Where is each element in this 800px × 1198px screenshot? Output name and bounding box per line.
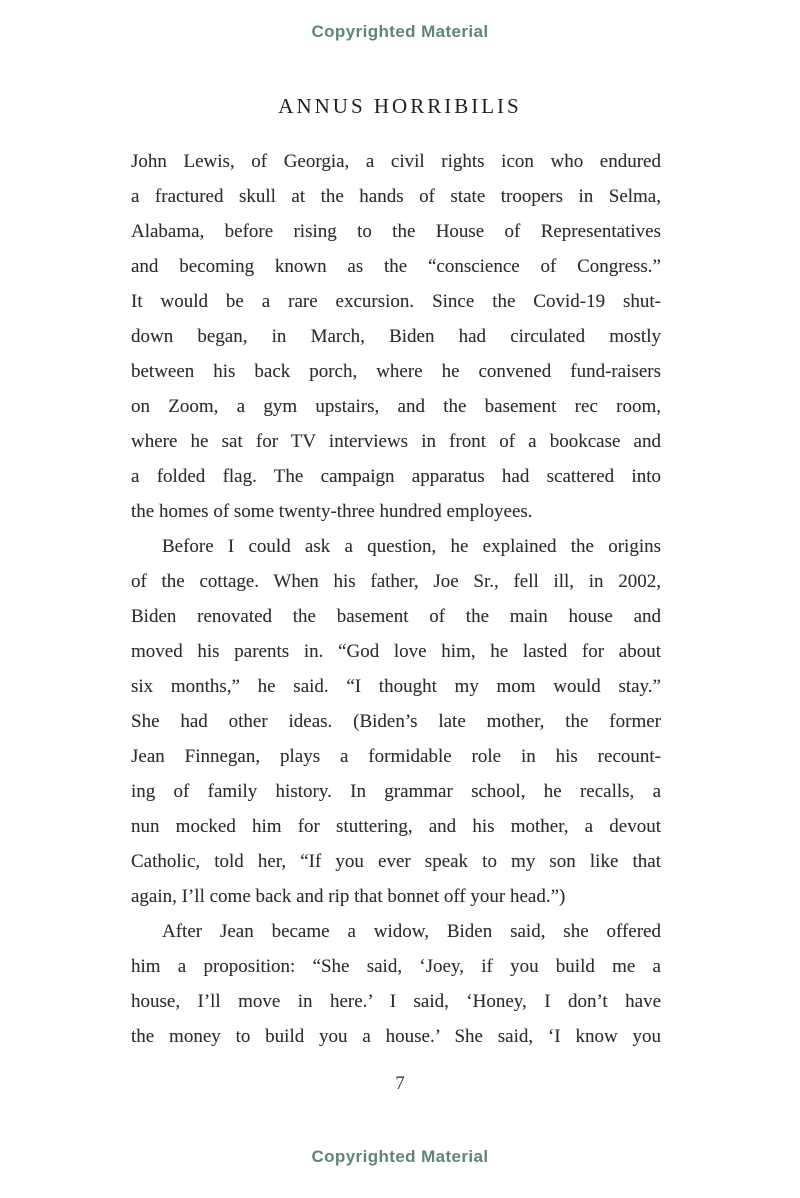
text-line: on Zoom, a gym upstairs, and the basement rec room, xyxy=(131,396,661,417)
text-line: ing of family history. In grammar school, he recalls, a xyxy=(131,781,661,802)
text-line: Alabama, before rising to the House of Representatives xyxy=(131,221,661,242)
text-line: of the cottage. When his father, Joe Sr., fell ill, in 2002, xyxy=(131,571,661,592)
paragraph xyxy=(131,144,661,529)
text-line: him a proposition: “She said, ‘Joey, if you build me a xyxy=(131,956,661,977)
text-line: Before I could ask a question, he explained the origins xyxy=(162,536,661,557)
text-line: a fractured skull at the hands of state troopers in Selma, xyxy=(131,186,661,207)
chapter-title: ANNUS HORRIBILIS xyxy=(278,94,522,118)
text-line: where he sat for TV interviews in front of a bookcase and xyxy=(131,431,661,452)
page-text-block xyxy=(131,144,661,1054)
text-line: six months,” he said. “I thought my mom would stay.” xyxy=(131,676,661,697)
text-line: Jean Finnegan, plays a formidable role in his recount- xyxy=(131,746,661,767)
copyright-watermark-bottom: Copyrighted Material xyxy=(311,1147,489,1166)
text-line: Biden renovated the basement of the main house and xyxy=(131,606,661,627)
text-line: It would be a rare excursion. Since the Covid-19 shut- xyxy=(131,291,661,312)
text-line: down began, in March, Biden had circulated mostly xyxy=(131,326,661,347)
text-line: After Jean became a widow, Biden said, she offered xyxy=(162,921,661,942)
text-line: the money to build you a house.’ She said, ‘I know you xyxy=(131,1026,661,1047)
text-line: moved his parents in. “God love him, he lasted for about xyxy=(131,641,661,662)
text-line: the homes of some twenty-three hundred employees. xyxy=(131,501,533,522)
copyright-watermark-top: Copyrighted Material xyxy=(311,22,489,41)
paragraph xyxy=(131,529,661,914)
text-line: between his back porch, where he convened fund-raisers xyxy=(131,361,661,382)
text-line: Catholic, told her, “If you ever speak to my son like that xyxy=(131,851,661,872)
text-line: and becoming known as the “conscience of Congress.” xyxy=(131,256,661,277)
text-line: nun mocked him for stuttering, and his mother, a devout xyxy=(131,816,661,837)
text-line: a folded flag. The campaign apparatus had scattered into xyxy=(131,466,661,487)
text-line: again, I’ll come back and rip that bonnet off your head.”) xyxy=(131,886,566,907)
text-line: She had other ideas. (Biden’s late mother, the former xyxy=(131,711,661,732)
page-number: 7 xyxy=(395,1073,405,1094)
text-line: John Lewis, of Georgia, a civil rights icon who endured xyxy=(131,151,661,172)
paragraph xyxy=(131,914,661,1054)
text-line: house, I’ll move in here.’ I said, ‘Honey, I don’t have xyxy=(131,991,661,1012)
